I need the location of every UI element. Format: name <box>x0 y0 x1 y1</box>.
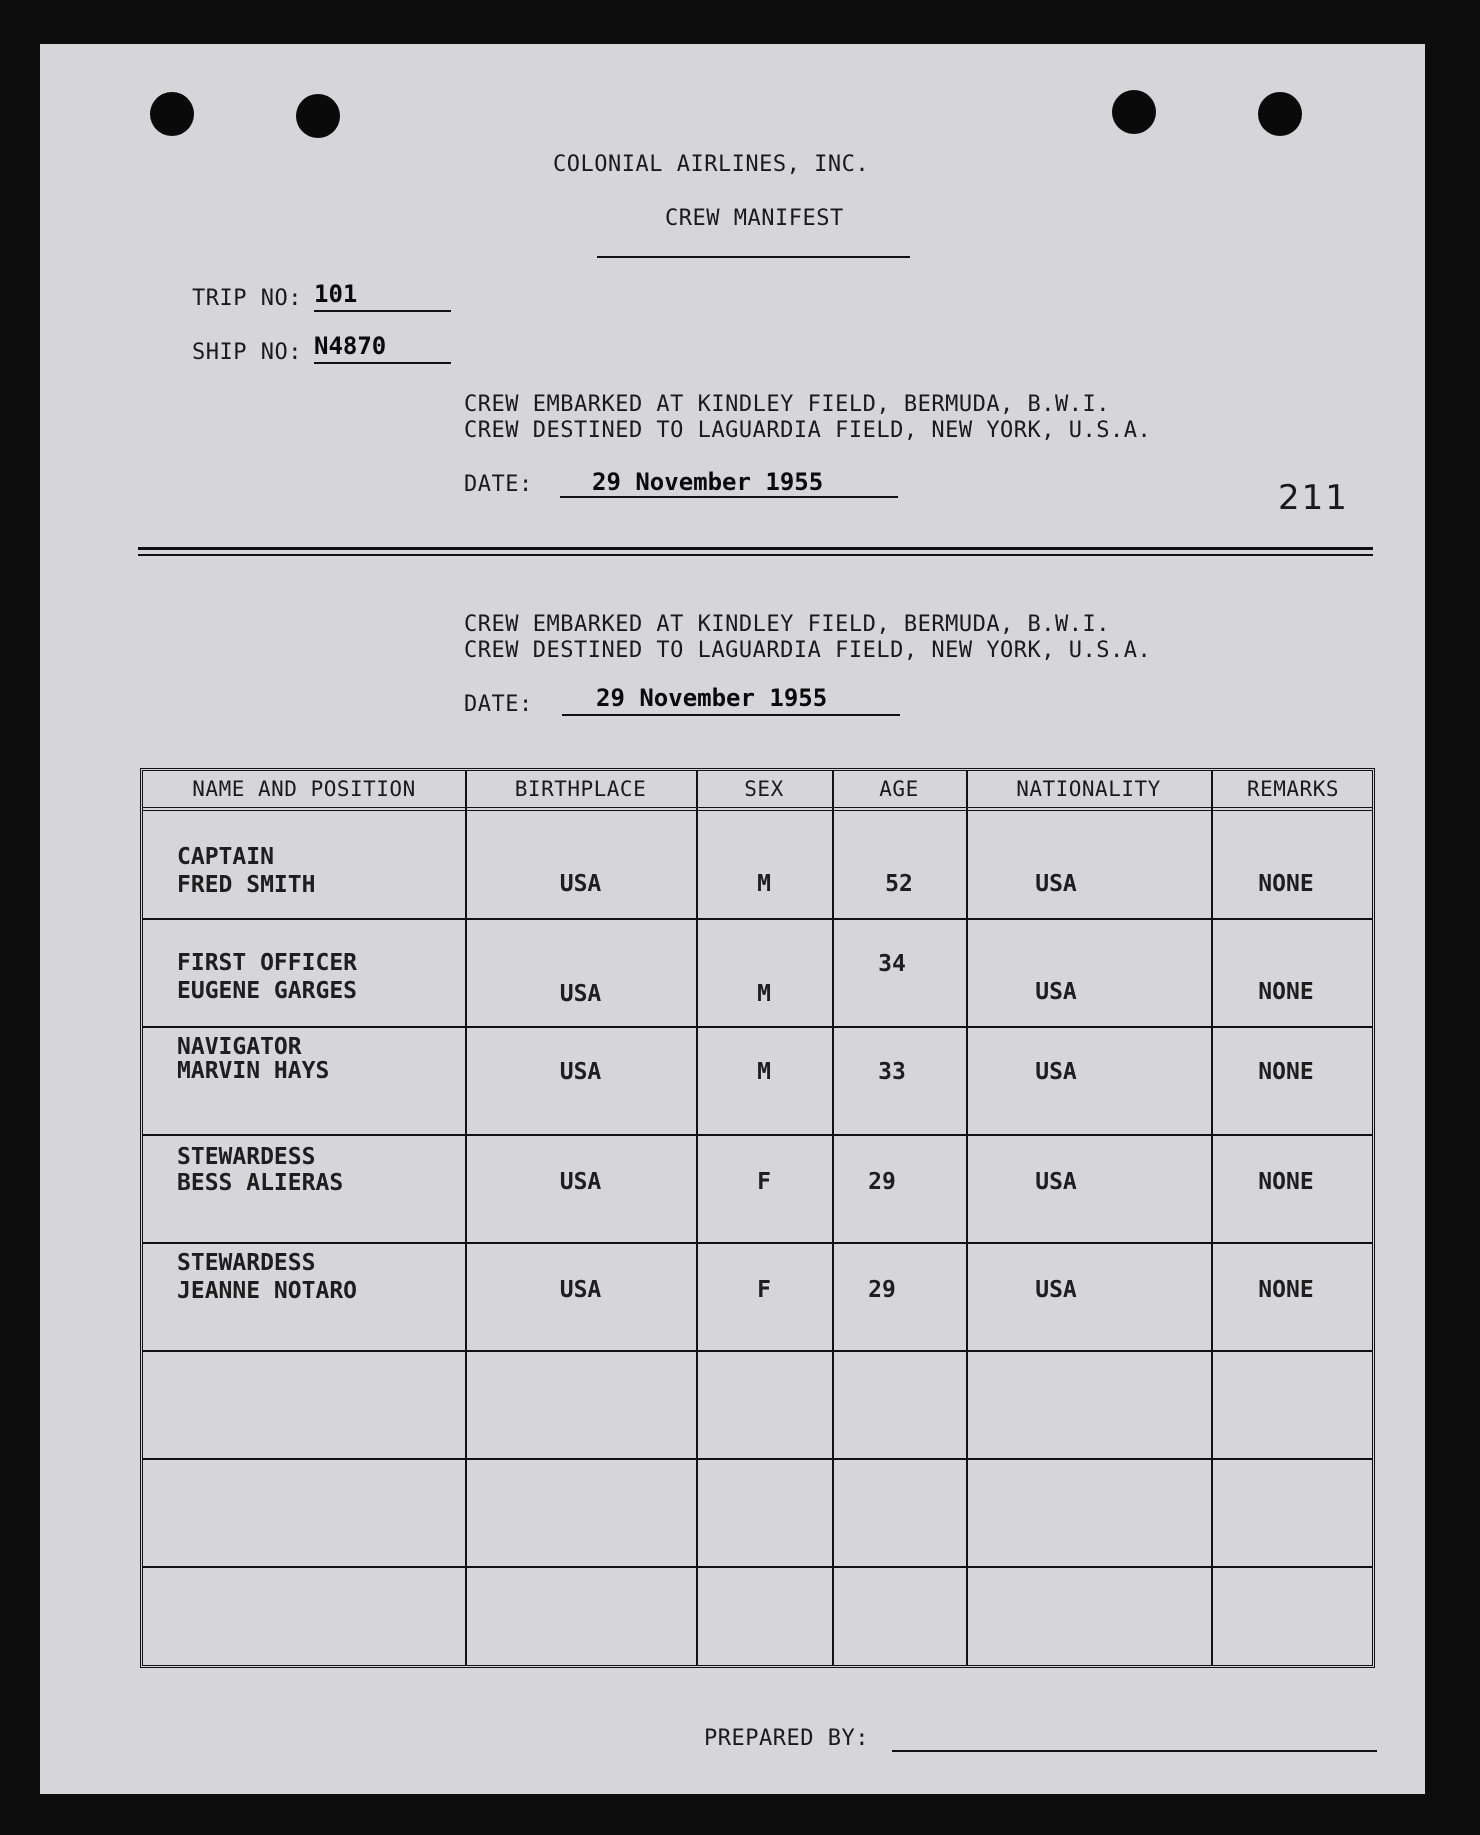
age: 29 <box>868 1169 896 1195</box>
section-divider <box>138 547 1373 550</box>
date-value: 29 November 1955 <box>596 684 828 712</box>
trip-label: TRIP NO: <box>192 286 302 311</box>
ship-label: SHIP NO: <box>192 340 302 365</box>
birthplace: USA <box>559 981 602 1007</box>
column-divider <box>966 771 968 1665</box>
birthplace: USA <box>559 1277 602 1303</box>
trip-underline <box>314 310 451 312</box>
nationality: USA <box>1035 979 1077 1005</box>
row-divider <box>143 1134 1372 1136</box>
ship-number: N4870 <box>314 332 387 360</box>
nationality: USA <box>1035 1059 1077 1085</box>
sex: F <box>757 1277 771 1303</box>
sex: M <box>757 871 771 897</box>
section-divider <box>138 554 1373 556</box>
col-header-birthplace: BIRTHPLACE <box>514 777 647 801</box>
column-divider <box>832 771 834 1665</box>
prepared-by-label: PREPARED BY: <box>704 1726 869 1751</box>
destined-line: CREW DESTINED TO LAGUARDIA FIELD, NEW YORK, U.S.A. <box>464 418 1152 443</box>
age: 33 <box>878 1059 906 1085</box>
date-label: DATE: <box>464 472 533 497</box>
row-divider <box>143 1566 1372 1568</box>
col-header-nationality: NATIONALITY <box>1016 777 1161 801</box>
row-divider <box>143 1026 1372 1028</box>
age: 34 <box>878 951 906 977</box>
crew-name: FRED SMITH <box>177 872 316 898</box>
col-header-remarks: REMARKS <box>1246 777 1339 801</box>
sex: F <box>757 1169 771 1195</box>
date-value: 29 November 1955 <box>592 468 824 496</box>
punch-hole <box>150 92 194 136</box>
crew-name: BESS ALIERAS <box>177 1170 344 1196</box>
remarks: NONE <box>1258 871 1314 897</box>
nationality: USA <box>1035 1277 1077 1303</box>
ship-underline <box>314 362 451 364</box>
date-label: DATE: <box>464 692 533 717</box>
prepared-by-line <box>892 1750 1377 1752</box>
remarks: NONE <box>1258 1059 1314 1085</box>
remarks: NONE <box>1258 1169 1314 1195</box>
birthplace: USA <box>559 871 602 897</box>
crew-position: CAPTAIN <box>177 844 274 870</box>
crew-position: STEWARDESS <box>177 1144 316 1170</box>
table-header <box>143 771 1372 811</box>
embarked-line: CREW EMBARKED AT KINDLEY FIELD, BERMUDA, B.W.I. <box>464 392 1111 417</box>
punch-hole <box>1258 92 1302 136</box>
destined-line: CREW DESTINED TO LAGUARDIA FIELD, NEW YORK, U.S.A. <box>464 638 1152 663</box>
col-header-name: NAME AND POSITION <box>192 777 416 801</box>
age: 52 <box>885 871 913 897</box>
crew-position: STEWARDESS <box>177 1250 316 1276</box>
row-divider <box>143 1350 1372 1352</box>
punch-hole <box>296 94 340 138</box>
sex: M <box>757 1059 771 1085</box>
column-divider <box>465 771 467 1665</box>
punch-hole <box>1112 90 1156 134</box>
remarks: NONE <box>1258 979 1314 1005</box>
company-name: COLONIAL AIRLINES, INC. <box>553 152 870 177</box>
age: 29 <box>868 1277 896 1303</box>
date-underline <box>562 714 900 716</box>
nationality: USA <box>1035 1169 1077 1195</box>
column-divider <box>696 771 698 1665</box>
row-divider <box>143 918 1372 920</box>
birthplace: USA <box>559 1059 602 1085</box>
trip-number: 101 <box>314 280 358 308</box>
remarks: NONE <box>1258 1277 1314 1303</box>
crew-table <box>140 768 1375 1668</box>
row-divider <box>143 1242 1372 1244</box>
page-number: 211 <box>1278 478 1349 518</box>
title-underline <box>597 256 910 258</box>
date-underline <box>560 496 898 498</box>
crew-name: MARVIN HAYS <box>177 1058 330 1084</box>
form-title: CREW MANIFEST <box>665 206 844 231</box>
row-divider <box>143 1458 1372 1460</box>
column-divider <box>1211 771 1213 1665</box>
embarked-line: CREW EMBARKED AT KINDLEY FIELD, BERMUDA, B.W.I. <box>464 612 1111 637</box>
crew-name: EUGENE GARGES <box>177 978 358 1004</box>
birthplace: USA <box>559 1169 602 1195</box>
sex: M <box>757 981 771 1007</box>
crew-name: JEANNE NOTARO <box>177 1278 358 1304</box>
crew-position: NAVIGATOR <box>177 1034 302 1060</box>
col-header-sex: SEX <box>744 777 784 801</box>
nationality: USA <box>1035 871 1077 897</box>
crew-position: FIRST OFFICER <box>177 950 358 976</box>
col-header-age: AGE <box>879 777 919 801</box>
